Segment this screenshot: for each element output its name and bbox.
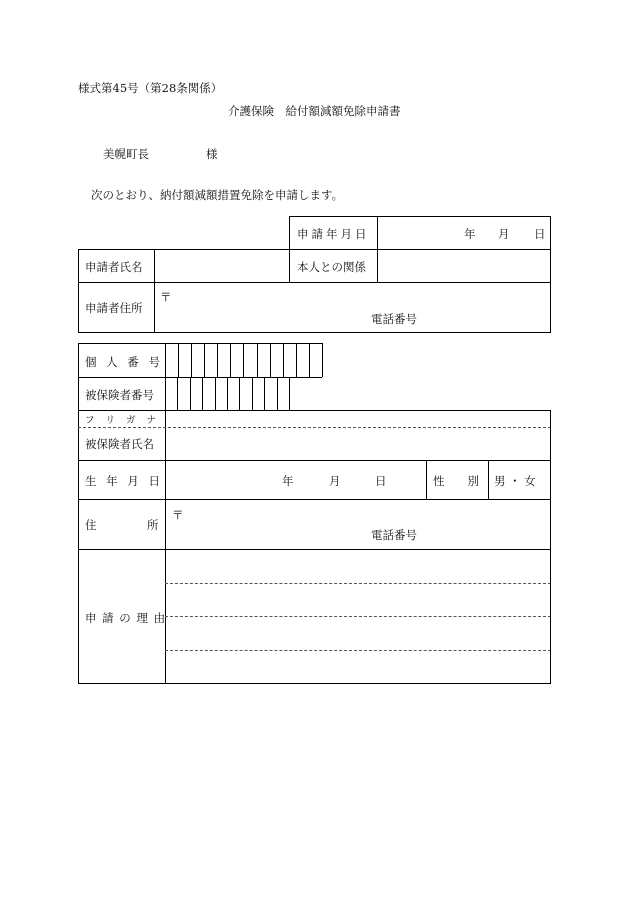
personal-number-digit-box[interactable] [244,344,255,376]
form-number: 様式第45号（第28条関係） [78,81,223,95]
personal-number-digit-box[interactable] [179,344,190,376]
personal-number-digit-box[interactable] [297,344,308,376]
furigana-label: フ リ ガ ナ [85,415,161,426]
document-title: 介護保険 給付額減額免除申請書 [228,104,401,118]
personal-number-digit-box[interactable] [166,344,177,376]
addressee: 美幌町長 [103,147,149,161]
applicant-address-label: 申請者住所 [85,301,143,315]
insured-number-digit-box[interactable] [178,378,188,409]
relation-label: 本人との関係 [297,260,366,274]
application-statement: 次のとおり、納付額減額措置免除を申請します。 [91,188,344,202]
application-date-day: 日 [534,227,546,241]
personal-number-digit-box[interactable] [231,344,242,376]
insured-number-digit-box[interactable] [265,378,275,409]
insured-phone-label: 電話番号 [371,528,417,542]
insured-address-field[interactable] [166,500,549,548]
furigana-field[interactable] [166,411,549,426]
personal-number-digit-box[interactable] [205,344,216,376]
insured-number-digit-box[interactable] [216,378,226,409]
application-date-field[interactable] [378,217,549,248]
personal-number-digit-box[interactable] [310,344,321,376]
application-date-year: 年 [464,227,476,241]
insured-number-divider [289,377,290,410]
application-date-month: 月 [498,227,510,241]
birth-date-label: 生 年 月 日 [85,474,163,488]
birth-day: 日 [375,474,387,488]
insured-number-digit-box[interactable] [166,378,176,409]
insured-number-digit-box[interactable] [228,378,238,409]
relation-field[interactable] [378,250,549,281]
gender-label: 性 別 [433,474,479,488]
applicant-address-field[interactable] [155,283,549,331]
insured-number-digit-box[interactable] [240,378,250,409]
applicant-name-label: 申請者氏名 [85,260,143,274]
personal-number-digit-box[interactable] [218,344,229,376]
personal-number-digit-box[interactable] [271,344,282,376]
insured-number-label: 被保険者番号 [85,388,154,402]
insured-address-label: 住 所 [85,518,163,532]
gender-options[interactable]: 男 ・ 女 [494,474,536,488]
insured-number-digit-box[interactable] [278,378,288,409]
application-date-label: 申請年月日 [297,227,370,241]
insured-name-label: 被保険者氏名 [85,437,154,451]
honorific: 様 [206,147,218,161]
insured-number-digit-box[interactable] [191,378,201,409]
insured-name-field[interactable] [166,428,549,459]
birth-month: 月 [329,474,341,488]
personal-number-digit-box[interactable] [258,344,269,376]
insured-postal-mark: 〒 [172,508,184,522]
insured-number-digit-box[interactable] [203,378,213,409]
birth-year: 年 [282,474,294,488]
personal-number-digit-box[interactable] [192,344,203,376]
insured-number-digit-box[interactable] [253,378,263,409]
birth-date-field[interactable] [166,461,425,498]
reason-label: 申 請 の 理 由 [85,611,167,625]
applicant-postal-mark: 〒 [160,290,172,304]
applicant-name-field[interactable] [155,250,288,281]
personal-number-digit-box[interactable] [284,344,295,376]
applicant-phone-label: 電話番号 [371,312,417,326]
personal-number-label: 個 人 番 号 [85,355,163,369]
reason-field[interactable] [166,550,549,682]
